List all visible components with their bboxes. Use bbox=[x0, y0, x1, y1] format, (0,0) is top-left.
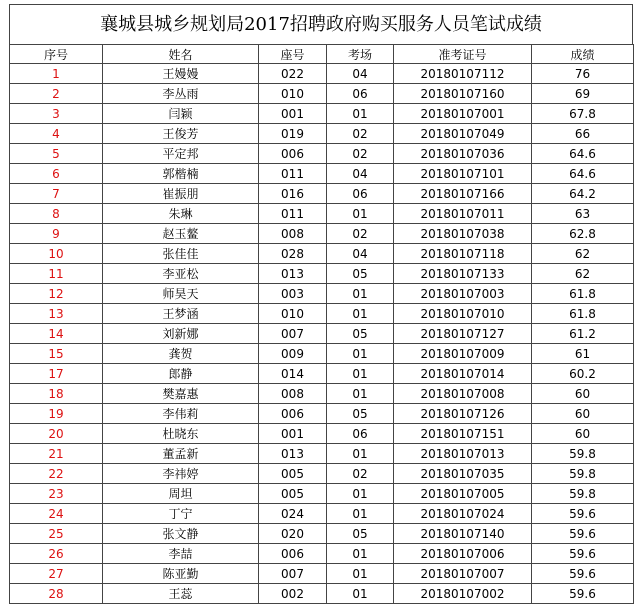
cell-seat: 001 bbox=[259, 104, 327, 124]
cell-name: 丁宁 bbox=[103, 504, 259, 524]
score-sheet bbox=[9, 4, 633, 604]
cell-room: 01 bbox=[327, 484, 394, 504]
cell-score: 60 bbox=[532, 384, 634, 404]
cell-seat: 009 bbox=[259, 344, 327, 364]
cell-score: 60 bbox=[532, 424, 634, 444]
cell-room: 05 bbox=[327, 324, 394, 344]
cell-seat: 013 bbox=[259, 444, 327, 464]
cell-name: 董孟新 bbox=[103, 444, 259, 464]
cell-score: 61.2 bbox=[532, 324, 634, 344]
cell-ticket: 20180107009 bbox=[394, 344, 532, 364]
table-row bbox=[10, 404, 634, 424]
cell-index: 18 bbox=[10, 384, 103, 404]
cell-room: 02 bbox=[327, 124, 394, 144]
table-header-row bbox=[10, 45, 634, 64]
cell-room: 01 bbox=[327, 304, 394, 324]
table-row bbox=[10, 384, 634, 404]
cell-score: 61 bbox=[532, 344, 634, 364]
cell-index: 22 bbox=[10, 464, 103, 484]
cell-ticket: 20180107038 bbox=[394, 224, 532, 244]
cell-seat: 019 bbox=[259, 124, 327, 144]
cell-seat: 007 bbox=[259, 324, 327, 344]
table-row bbox=[10, 144, 634, 164]
cell-ticket: 20180107001 bbox=[394, 104, 532, 124]
header-ticket: 准考证号 bbox=[394, 45, 532, 64]
cell-room: 04 bbox=[327, 64, 394, 84]
cell-seat: 007 bbox=[259, 564, 327, 584]
cell-ticket: 20180107118 bbox=[394, 244, 532, 264]
cell-score: 59.6 bbox=[532, 564, 634, 584]
table-row bbox=[10, 564, 634, 584]
cell-ticket: 20180107014 bbox=[394, 364, 532, 384]
cell-index: 10 bbox=[10, 244, 103, 264]
cell-score: 59.8 bbox=[532, 484, 634, 504]
cell-name: 陈亚勤 bbox=[103, 564, 259, 584]
cell-name: 王梦涵 bbox=[103, 304, 259, 324]
table-row bbox=[10, 544, 634, 564]
cell-score: 61.8 bbox=[532, 284, 634, 304]
cell-score: 59.8 bbox=[532, 464, 634, 484]
cell-score: 64.6 bbox=[532, 144, 634, 164]
cell-score: 69 bbox=[532, 84, 634, 104]
cell-index: 2 bbox=[10, 84, 103, 104]
cell-ticket: 20180107101 bbox=[394, 164, 532, 184]
cell-room: 01 bbox=[327, 364, 394, 384]
cell-seat: 013 bbox=[259, 264, 327, 284]
table-row bbox=[10, 524, 634, 544]
cell-name: 樊嘉惠 bbox=[103, 384, 259, 404]
cell-ticket: 20180107036 bbox=[394, 144, 532, 164]
cell-ticket: 20180107011 bbox=[394, 204, 532, 224]
cell-seat: 020 bbox=[259, 524, 327, 544]
cell-score: 59.6 bbox=[532, 504, 634, 524]
cell-index: 24 bbox=[10, 504, 103, 524]
cell-ticket: 20180107133 bbox=[394, 264, 532, 284]
cell-index: 28 bbox=[10, 584, 103, 604]
cell-name: 李亚松 bbox=[103, 264, 259, 284]
cell-room: 01 bbox=[327, 344, 394, 364]
cell-name: 郭楷楠 bbox=[103, 164, 259, 184]
cell-score: 62 bbox=[532, 244, 634, 264]
cell-index: 1 bbox=[10, 64, 103, 84]
table-row bbox=[10, 64, 634, 84]
cell-room: 02 bbox=[327, 144, 394, 164]
cell-seat: 028 bbox=[259, 244, 327, 264]
cell-seat: 014 bbox=[259, 364, 327, 384]
cell-index: 21 bbox=[10, 444, 103, 464]
cell-score: 67.8 bbox=[532, 104, 634, 124]
table-row bbox=[10, 584, 634, 604]
table-row bbox=[10, 284, 634, 304]
cell-score: 60.2 bbox=[532, 364, 634, 384]
cell-room: 04 bbox=[327, 244, 394, 264]
cell-room: 05 bbox=[327, 524, 394, 544]
table-row bbox=[10, 444, 634, 464]
cell-score: 64.6 bbox=[532, 164, 634, 184]
cell-index: 4 bbox=[10, 124, 103, 144]
cell-ticket: 20180107035 bbox=[394, 464, 532, 484]
table-row bbox=[10, 484, 634, 504]
cell-room: 01 bbox=[327, 544, 394, 564]
cell-ticket: 20180107024 bbox=[394, 504, 532, 524]
cell-room: 06 bbox=[327, 184, 394, 204]
cell-ticket: 20180107127 bbox=[394, 324, 532, 344]
cell-ticket: 20180107013 bbox=[394, 444, 532, 464]
cell-index: 26 bbox=[10, 544, 103, 564]
table-row bbox=[10, 264, 634, 284]
cell-room: 01 bbox=[327, 444, 394, 464]
cell-ticket: 20180107002 bbox=[394, 584, 532, 604]
cell-ticket: 20180107005 bbox=[394, 484, 532, 504]
cell-name: 张佳佳 bbox=[103, 244, 259, 264]
cell-room: 01 bbox=[327, 564, 394, 584]
cell-room: 05 bbox=[327, 264, 394, 284]
cell-seat: 006 bbox=[259, 144, 327, 164]
cell-score: 59.6 bbox=[532, 584, 634, 604]
cell-score: 64.2 bbox=[532, 184, 634, 204]
cell-ticket: 20180107010 bbox=[394, 304, 532, 324]
cell-room: 04 bbox=[327, 164, 394, 184]
cell-name: 闫颖 bbox=[103, 104, 259, 124]
cell-score: 63 bbox=[532, 204, 634, 224]
cell-room: 02 bbox=[327, 224, 394, 244]
cell-name: 李伟莉 bbox=[103, 404, 259, 424]
cell-seat: 022 bbox=[259, 64, 327, 84]
cell-name: 平定邦 bbox=[103, 144, 259, 164]
table-row bbox=[10, 84, 634, 104]
cell-seat: 008 bbox=[259, 224, 327, 244]
cell-index: 12 bbox=[10, 284, 103, 304]
cell-ticket: 20180107008 bbox=[394, 384, 532, 404]
cell-score: 60 bbox=[532, 404, 634, 424]
table-row bbox=[10, 104, 634, 124]
table-row bbox=[10, 304, 634, 324]
table-row bbox=[10, 324, 634, 344]
cell-room: 05 bbox=[327, 404, 394, 424]
cell-name: 杜晓东 bbox=[103, 424, 259, 444]
cell-seat: 011 bbox=[259, 164, 327, 184]
cell-name: 龚贺 bbox=[103, 344, 259, 364]
cell-index: 27 bbox=[10, 564, 103, 584]
cell-score: 59.8 bbox=[532, 444, 634, 464]
page-title: 襄城县城乡规划局2017招聘政府购买服务人员笔试成绩 bbox=[9, 4, 633, 44]
cell-name: 李丛雨 bbox=[103, 84, 259, 104]
cell-name: 王嫚嫚 bbox=[103, 64, 259, 84]
cell-seat: 010 bbox=[259, 84, 327, 104]
cell-name: 张文静 bbox=[103, 524, 259, 544]
cell-ticket: 20180107151 bbox=[394, 424, 532, 444]
cell-index: 5 bbox=[10, 144, 103, 164]
header-index: 序号 bbox=[10, 45, 103, 64]
cell-room: 01 bbox=[327, 504, 394, 524]
cell-seat: 002 bbox=[259, 584, 327, 604]
header-seat: 座号 bbox=[259, 45, 327, 64]
cell-seat: 001 bbox=[259, 424, 327, 444]
cell-seat: 011 bbox=[259, 204, 327, 224]
cell-name: 王俊芳 bbox=[103, 124, 259, 144]
cell-index: 15 bbox=[10, 344, 103, 364]
cell-seat: 024 bbox=[259, 504, 327, 524]
cell-name: 师昊天 bbox=[103, 284, 259, 304]
cell-room: 01 bbox=[327, 584, 394, 604]
cell-score: 61.8 bbox=[532, 304, 634, 324]
cell-ticket: 20180107166 bbox=[394, 184, 532, 204]
cell-score: 59.6 bbox=[532, 524, 634, 544]
cell-score: 62 bbox=[532, 264, 634, 284]
cell-seat: 005 bbox=[259, 464, 327, 484]
cell-index: 19 bbox=[10, 404, 103, 424]
score-table bbox=[9, 44, 634, 604]
cell-seat: 006 bbox=[259, 404, 327, 424]
cell-index: 23 bbox=[10, 484, 103, 504]
table-row bbox=[10, 124, 634, 144]
cell-index: 25 bbox=[10, 524, 103, 544]
cell-name: 刘新娜 bbox=[103, 324, 259, 344]
cell-room: 02 bbox=[327, 464, 394, 484]
cell-name: 崔振朋 bbox=[103, 184, 259, 204]
table-row bbox=[10, 364, 634, 384]
cell-room: 01 bbox=[327, 204, 394, 224]
cell-seat: 010 bbox=[259, 304, 327, 324]
cell-ticket: 20180107112 bbox=[394, 64, 532, 84]
cell-index: 7 bbox=[10, 184, 103, 204]
table-row bbox=[10, 204, 634, 224]
cell-name: 赵玉鳌 bbox=[103, 224, 259, 244]
table-row bbox=[10, 504, 634, 524]
header-score: 成绩 bbox=[532, 45, 634, 64]
cell-index: 20 bbox=[10, 424, 103, 444]
table-row bbox=[10, 344, 634, 364]
cell-ticket: 20180107049 bbox=[394, 124, 532, 144]
cell-room: 06 bbox=[327, 84, 394, 104]
cell-name: 周坦 bbox=[103, 484, 259, 504]
cell-index: 13 bbox=[10, 304, 103, 324]
cell-score: 62.8 bbox=[532, 224, 634, 244]
cell-score: 66 bbox=[532, 124, 634, 144]
cell-ticket: 20180107126 bbox=[394, 404, 532, 424]
cell-ticket: 20180107160 bbox=[394, 84, 532, 104]
cell-index: 17 bbox=[10, 364, 103, 384]
table-row bbox=[10, 244, 634, 264]
cell-seat: 006 bbox=[259, 544, 327, 564]
cell-index: 9 bbox=[10, 224, 103, 244]
cell-name: 李喆 bbox=[103, 544, 259, 564]
cell-ticket: 20180107007 bbox=[394, 564, 532, 584]
cell-seat: 005 bbox=[259, 484, 327, 504]
table-row bbox=[10, 184, 634, 204]
cell-ticket: 20180107003 bbox=[394, 284, 532, 304]
cell-index: 3 bbox=[10, 104, 103, 124]
cell-ticket: 20180107140 bbox=[394, 524, 532, 544]
cell-room: 01 bbox=[327, 104, 394, 124]
cell-name: 朱琳 bbox=[103, 204, 259, 224]
cell-index: 14 bbox=[10, 324, 103, 344]
cell-score: 76 bbox=[532, 64, 634, 84]
cell-name: 郎静 bbox=[103, 364, 259, 384]
table-row bbox=[10, 164, 634, 184]
table-row bbox=[10, 464, 634, 484]
cell-index: 8 bbox=[10, 204, 103, 224]
cell-index: 11 bbox=[10, 264, 103, 284]
header-room: 考场 bbox=[327, 45, 394, 64]
cell-ticket: 20180107006 bbox=[394, 544, 532, 564]
cell-room: 01 bbox=[327, 284, 394, 304]
header-name: 姓名 bbox=[103, 45, 259, 64]
cell-name: 王蕊 bbox=[103, 584, 259, 604]
table-row bbox=[10, 224, 634, 244]
cell-index: 6 bbox=[10, 164, 103, 184]
table-row bbox=[10, 424, 634, 444]
cell-room: 01 bbox=[327, 384, 394, 404]
cell-score: 59.6 bbox=[532, 544, 634, 564]
cell-seat: 016 bbox=[259, 184, 327, 204]
cell-name: 李祎婷 bbox=[103, 464, 259, 484]
cell-seat: 003 bbox=[259, 284, 327, 304]
cell-room: 06 bbox=[327, 424, 394, 444]
cell-seat: 008 bbox=[259, 384, 327, 404]
